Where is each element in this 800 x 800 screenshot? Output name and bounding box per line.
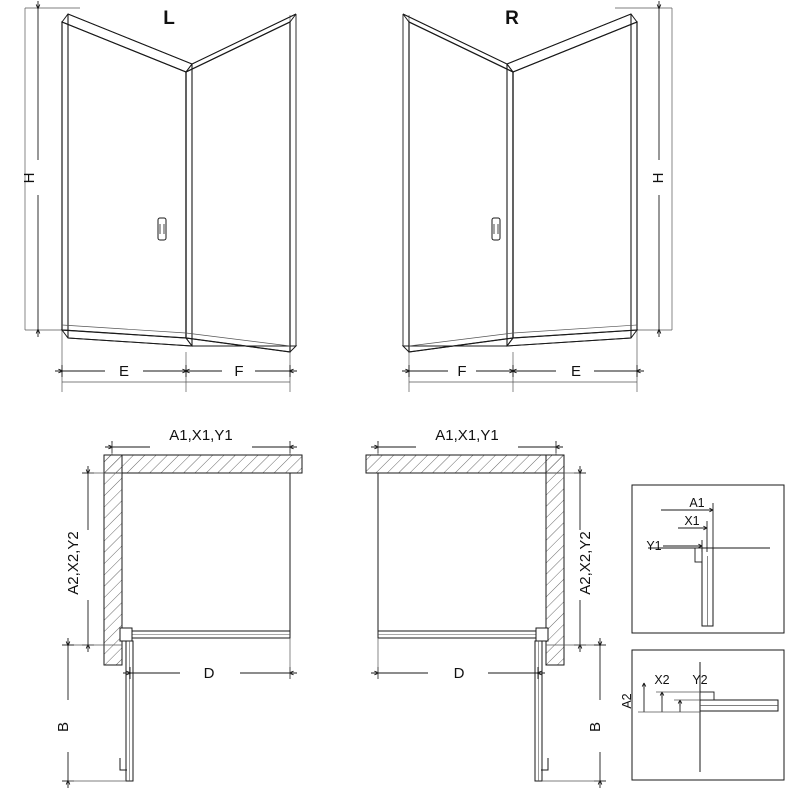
door-handle-right <box>492 218 500 240</box>
plan-right-top-dim: A1,X1,Y1 <box>435 427 499 444</box>
plan-left-door-dim: D <box>203 665 215 682</box>
detail-bottom-label-a2: A2 <box>620 693 634 709</box>
plan-left-side-dim: A2,X2,Y2 <box>65 531 82 595</box>
iso-view-right <box>403 8 672 392</box>
detail-view-top <box>632 485 784 633</box>
iso-left-width-e: E <box>118 363 130 380</box>
detail-top-label-a1: A1 <box>689 496 705 510</box>
iso-right-width-e: E <box>570 363 582 380</box>
plan-right-door-dim: D <box>453 665 465 682</box>
iso-view-left <box>25 8 296 392</box>
iso-left-title: L <box>163 8 175 29</box>
plan-view-left <box>62 441 302 781</box>
iso-left-height-label: H <box>21 172 38 184</box>
plan-left-top-dim: A1,X1,Y1 <box>169 427 233 444</box>
plan-view-right <box>366 441 606 781</box>
door-handle-left <box>158 218 166 240</box>
detail-top-label-x1: X1 <box>684 514 700 528</box>
detail-bottom-label-y2: Y2 <box>692 673 708 687</box>
iso-left-width-f: F <box>234 363 244 380</box>
plan-right-depth-dim: B <box>587 721 604 733</box>
plan-left-depth-dim: B <box>55 721 72 733</box>
iso-right-title: R <box>505 8 519 29</box>
detail-bottom-label-x2: X2 <box>654 673 670 687</box>
iso-right-height-label: H <box>650 172 667 184</box>
detail-top-label-y1: Y1 <box>646 539 662 553</box>
iso-right-width-f: F <box>457 363 467 380</box>
detail-view-bottom <box>632 650 784 780</box>
plan-right-side-dim: A2,X2,Y2 <box>577 531 594 595</box>
